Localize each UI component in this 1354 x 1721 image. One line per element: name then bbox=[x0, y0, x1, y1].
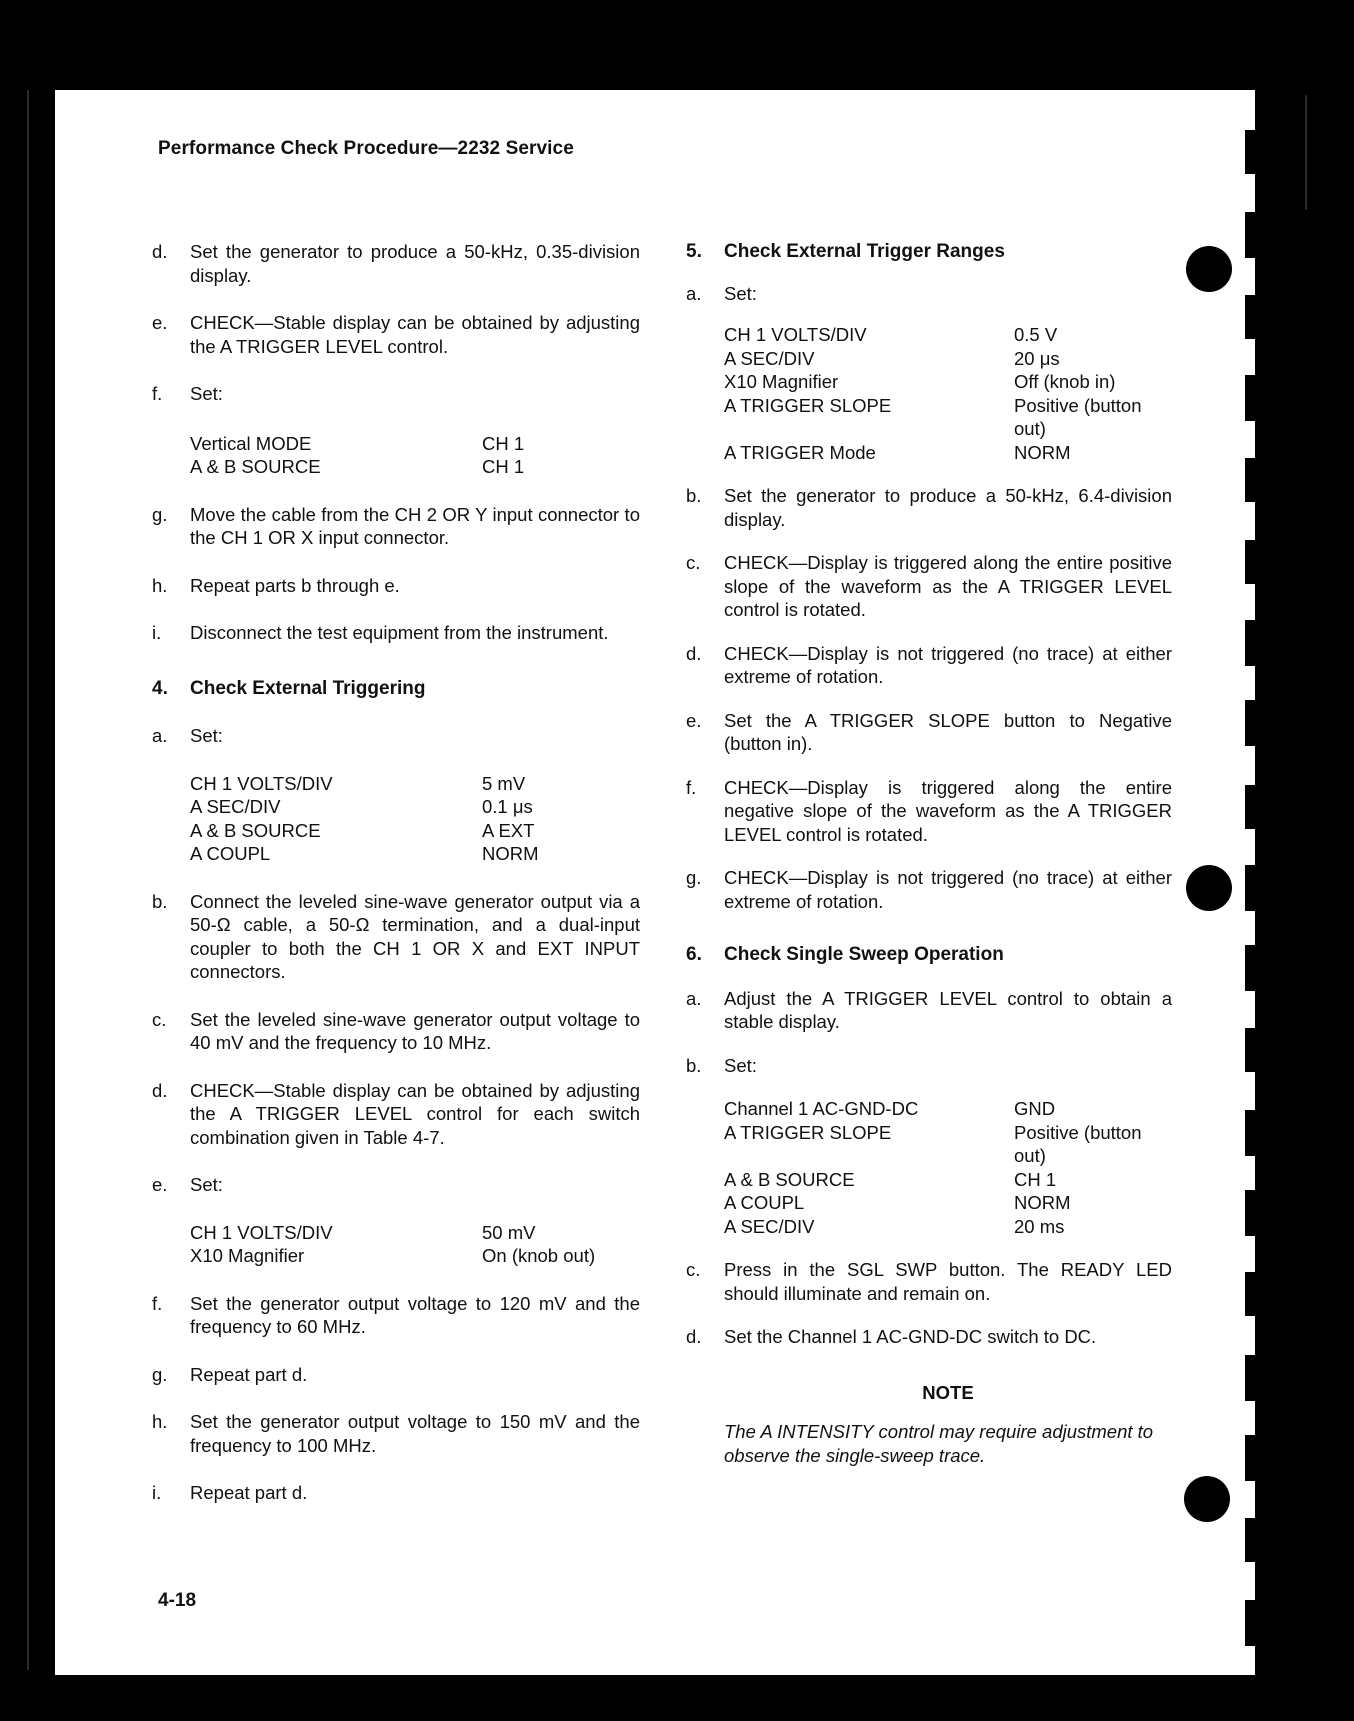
binding-mark bbox=[1245, 785, 1257, 829]
setting-row bbox=[190, 1244, 640, 1268]
setting-value: 20 ms bbox=[1014, 1215, 1065, 1237]
step-text: Repeat part d. bbox=[190, 1363, 308, 1385]
step-label: g. bbox=[152, 1363, 168, 1385]
setting-row bbox=[724, 1168, 1172, 1192]
step-4a bbox=[152, 724, 640, 748]
section-4-heading bbox=[152, 677, 640, 701]
setting-row bbox=[190, 842, 640, 866]
step-text: Set the generator output voltage to 150 mV and the frequency to 100 MHz. bbox=[190, 1411, 640, 1456]
step-label: f. bbox=[686, 776, 697, 798]
setting-value: CH 1 bbox=[1014, 1168, 1057, 1190]
step-label: a. bbox=[686, 282, 702, 304]
step-4i bbox=[152, 1481, 640, 1505]
step-text: CHECK—Display is not triggered (no trace) at either extreme of rotation. bbox=[724, 642, 1172, 687]
setting-value: CH 1 bbox=[482, 456, 525, 477]
step-label: d. bbox=[686, 642, 702, 664]
setting-value: NORM bbox=[482, 843, 539, 864]
step-text: Disconnect the test equipment from the instrument. bbox=[190, 622, 609, 643]
setting-row bbox=[724, 1215, 1172, 1239]
step-label: g. bbox=[686, 867, 702, 888]
settings-table-f bbox=[190, 432, 640, 479]
setting-key: X10 Magnifier bbox=[190, 1245, 305, 1266]
step-6b bbox=[686, 1054, 1172, 1078]
step-text: Repeat parts b through e. bbox=[190, 574, 400, 596]
step-text: Set the generator to produce a 50-kHz, 0.35-division display. bbox=[190, 241, 640, 286]
step-5d bbox=[686, 642, 1172, 689]
setting-value: NORM bbox=[1014, 1192, 1071, 1213]
section-5-heading bbox=[686, 240, 1172, 264]
step-4h bbox=[152, 1410, 640, 1457]
setting-value: On (knob out) bbox=[482, 1245, 596, 1266]
setting-value: CH 1 bbox=[482, 432, 525, 454]
punch-hole bbox=[1184, 1476, 1230, 1522]
setting-key: X10 Magnifier bbox=[724, 371, 839, 392]
step-text: Set: bbox=[190, 383, 223, 404]
step-5f bbox=[686, 776, 1172, 847]
step-text: Press in the SGL SWP button. The READY LED should illuminate and remain on. bbox=[724, 1259, 1172, 1304]
step-text: CHECK—Display is not triggered (no trace) at either extreme of rotation. bbox=[724, 867, 1172, 912]
setting-row bbox=[724, 441, 1172, 465]
section-number: 6. bbox=[686, 944, 702, 965]
step-4g bbox=[152, 1363, 640, 1387]
setting-value: GND bbox=[1014, 1098, 1056, 1119]
setting-key: Channel 1 AC-GND-DC bbox=[724, 1098, 919, 1119]
step-5g bbox=[686, 866, 1172, 913]
step-e bbox=[152, 311, 640, 358]
step-label: c. bbox=[686, 552, 701, 573]
step-4f bbox=[152, 1292, 640, 1339]
section-title: Check Single Sweep Operation bbox=[724, 944, 1004, 965]
note-title: NOTE bbox=[922, 1381, 974, 1403]
setting-key: A SEC/DIV bbox=[190, 796, 281, 817]
setting-row bbox=[724, 1097, 1172, 1121]
setting-value: A EXT bbox=[482, 819, 535, 841]
step-label: d. bbox=[152, 1079, 168, 1101]
binding-mark bbox=[1245, 1600, 1257, 1646]
step-label: b. bbox=[152, 890, 168, 912]
setting-key: A & B SOURCE bbox=[724, 1168, 855, 1190]
binding-mark bbox=[1245, 458, 1257, 502]
step-text: Set: bbox=[190, 1174, 223, 1195]
setting-key: A TRIGGER Mode bbox=[724, 441, 876, 463]
section-6-heading bbox=[686, 943, 1172, 967]
setting-row bbox=[190, 455, 640, 479]
step-text: CHECK—Display is triggered along the entire positive slope of the waveform as the A TRIGGER LEVEL control is rotated. bbox=[724, 552, 1172, 620]
setting-value: 0.5 V bbox=[1014, 324, 1058, 345]
page-number: 4-18 bbox=[158, 1590, 197, 1611]
binding-mark bbox=[1245, 1518, 1257, 1562]
punch-hole bbox=[1186, 246, 1232, 292]
setting-row bbox=[724, 1121, 1172, 1168]
step-label: b. bbox=[686, 1054, 702, 1076]
step-text: CHECK—Display is triggered along the entire negative slope of the waveform as the A TRIGGER LEVEL control is rotated. bbox=[724, 776, 1172, 845]
settings-table-4a bbox=[190, 772, 640, 866]
step-label: a. bbox=[686, 987, 702, 1009]
setting-row bbox=[190, 795, 640, 819]
step-label: e. bbox=[152, 1174, 168, 1195]
binding-mark bbox=[1245, 700, 1257, 746]
step-5e bbox=[686, 709, 1172, 756]
section-number: 4. bbox=[152, 677, 168, 699]
step-label: d. bbox=[152, 241, 168, 262]
setting-row bbox=[724, 323, 1172, 347]
step-text: Set the A TRIGGER SLOPE button to Negative (button in). bbox=[724, 709, 1172, 754]
setting-row bbox=[724, 370, 1172, 394]
binding-mark bbox=[1245, 295, 1257, 339]
step-6d bbox=[686, 1325, 1172, 1349]
binding-mark bbox=[1245, 1355, 1257, 1401]
scan-artifact bbox=[1305, 95, 1307, 210]
step-i bbox=[152, 621, 640, 645]
binding-mark bbox=[1245, 1272, 1257, 1316]
section-title: Check External Triggering bbox=[190, 677, 426, 699]
settings-table-4e bbox=[190, 1221, 640, 1268]
setting-row bbox=[190, 819, 640, 843]
setting-key: A SEC/DIV bbox=[724, 347, 815, 369]
step-label: h. bbox=[152, 1411, 168, 1432]
setting-key: CH 1 VOLTS/DIV bbox=[724, 324, 867, 345]
step-text: Set: bbox=[190, 725, 223, 746]
step-text: Set the leveled sine-wave generator output voltage to 40 mV and the frequency to 10 MHz. bbox=[190, 1008, 640, 1053]
section-title: Check External Trigger Ranges bbox=[724, 241, 1005, 262]
binding-mark bbox=[1245, 540, 1257, 584]
setting-key: A & B SOURCE bbox=[190, 456, 321, 477]
setting-row bbox=[724, 1191, 1172, 1215]
step-label: e. bbox=[152, 312, 168, 333]
right-column bbox=[686, 240, 1172, 1467]
setting-key: CH 1 VOLTS/DIV bbox=[190, 1221, 333, 1243]
step-text: Set: bbox=[724, 282, 757, 304]
step-text: Set the Channel 1 AC-GND-DC switch to DC. bbox=[724, 1326, 1097, 1347]
left-column bbox=[152, 240, 640, 1505]
setting-value: Positive (button out) bbox=[1014, 1121, 1142, 1166]
step-text: Set: bbox=[724, 1054, 757, 1076]
binding-mark bbox=[1245, 212, 1257, 258]
setting-key: A TRIGGER SLOPE bbox=[724, 394, 892, 416]
setting-value: 20 μs bbox=[1014, 347, 1060, 369]
setting-row bbox=[190, 432, 640, 456]
step-d bbox=[152, 240, 640, 287]
setting-value: 0.1 μs bbox=[482, 796, 533, 817]
step-label: b. bbox=[686, 485, 702, 506]
setting-value: Positive (button out) bbox=[1014, 394, 1142, 439]
scan-artifact bbox=[27, 90, 29, 1670]
binding-mark bbox=[1245, 865, 1257, 911]
step-6a bbox=[686, 987, 1172, 1034]
step-6c bbox=[686, 1258, 1172, 1305]
step-4d bbox=[152, 1079, 640, 1150]
setting-row bbox=[724, 347, 1172, 371]
binding-mark bbox=[1245, 1028, 1257, 1072]
step-5a bbox=[686, 282, 1172, 306]
binding-mark bbox=[1245, 945, 1257, 991]
step-text: CHECK—Stable display can be obtained by adjusting the A TRIGGER LEVEL control for each switch combination given in Table 4-7. bbox=[190, 1079, 640, 1148]
setting-key: A SEC/DIV bbox=[724, 1215, 815, 1237]
setting-key: A COUPL bbox=[190, 843, 271, 864]
step-label: g. bbox=[152, 503, 168, 525]
step-text: Repeat part d. bbox=[190, 1482, 308, 1503]
settings-table-6b bbox=[724, 1097, 1172, 1238]
setting-key: A & B SOURCE bbox=[190, 819, 321, 841]
setting-key: A TRIGGER SLOPE bbox=[724, 1121, 892, 1143]
step-label: i. bbox=[152, 622, 162, 643]
step-label: e. bbox=[686, 709, 702, 731]
step-text: Set the generator to produce a 50-kHz, 6.4-division display. bbox=[724, 485, 1172, 530]
step-text: Adjust the A TRIGGER LEVEL control to obtain a stable display. bbox=[724, 987, 1172, 1032]
setting-value: Off (knob in) bbox=[1014, 371, 1116, 392]
setting-row bbox=[190, 1221, 640, 1245]
binding-mark bbox=[1245, 1190, 1257, 1236]
step-text: Move the cable from the CH 2 OR Y input connector to the CH 1 OR X input connector. bbox=[190, 503, 640, 548]
binding-mark bbox=[1245, 375, 1257, 421]
setting-row bbox=[190, 772, 640, 796]
step-h bbox=[152, 574, 640, 598]
binding-mark bbox=[1245, 620, 1257, 666]
step-text: Set the generator output voltage to 120 mV and the frequency to 60 MHz. bbox=[190, 1292, 640, 1337]
step-4c bbox=[152, 1008, 640, 1055]
step-4b bbox=[152, 890, 640, 984]
step-4e bbox=[152, 1173, 640, 1197]
step-label: c. bbox=[152, 1008, 167, 1030]
step-label: f. bbox=[152, 1292, 163, 1314]
setting-key: CH 1 VOLTS/DIV bbox=[190, 772, 333, 794]
step-text: CHECK—Stable display can be obtained by adjusting the A TRIGGER LEVEL control. bbox=[190, 312, 640, 357]
setting-row bbox=[724, 394, 1172, 441]
settings-table-5a bbox=[724, 323, 1172, 464]
step-label: a. bbox=[152, 725, 168, 746]
note-body: The A INTENSITY control may require adjustment to observe the single-sweep trace. bbox=[724, 1421, 1154, 1466]
punch-hole bbox=[1186, 865, 1232, 911]
step-f bbox=[152, 382, 640, 406]
binding-mark bbox=[1245, 1435, 1257, 1481]
step-g bbox=[152, 503, 640, 550]
setting-value: 5 mV bbox=[482, 772, 526, 794]
setting-key: Vertical MODE bbox=[190, 432, 312, 454]
setting-key: A COUPL bbox=[724, 1192, 805, 1213]
step-label: f. bbox=[152, 383, 163, 404]
setting-value: 50 mV bbox=[482, 1221, 536, 1243]
step-5c bbox=[686, 551, 1172, 622]
binding-mark bbox=[1245, 130, 1257, 174]
step-5b bbox=[686, 484, 1172, 531]
step-label: d. bbox=[686, 1326, 702, 1347]
step-label: h. bbox=[152, 574, 168, 596]
step-label: i. bbox=[152, 1482, 162, 1503]
step-label: c. bbox=[686, 1259, 701, 1280]
page-header: Performance Check Procedure—2232 Service bbox=[158, 138, 574, 159]
binding-mark bbox=[1245, 1110, 1257, 1156]
section-number: 5. bbox=[686, 241, 702, 262]
step-text: Connect the leveled sine-wave generator output via a 50-Ω cable, a 50-Ω termination, and a dual-input coupler to both the CH 1 OR X and EXT INPUT connectors. bbox=[190, 890, 640, 982]
setting-value: NORM bbox=[1014, 441, 1071, 463]
